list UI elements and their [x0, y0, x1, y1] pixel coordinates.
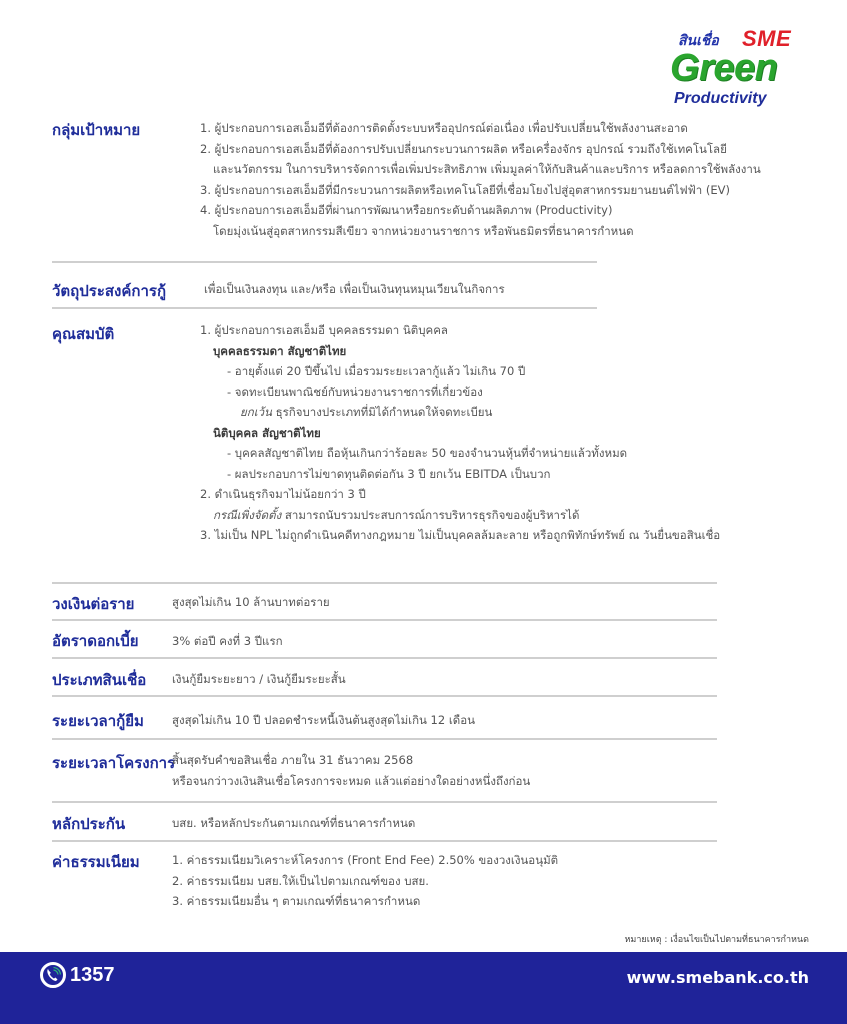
logo-sme-text: SME: [742, 26, 792, 51]
list-item-note: [200, 505, 720, 526]
divider: [52, 738, 717, 740]
content-line: หรือจนกว่าวงเงินสินเชื่อโครงการจะหมด แล้วแต่อย่างใดอย่างหนึ่งถึงก่อน: [172, 773, 531, 788]
list-item: 3. ผู้ประกอบการเอสเอ็มอีที่มีกระบวนการผลิตหรือเทคโนโลยีที่เชื่อมโยงไปสู่อุตสาหกรรมยานยนต์ไฟฟ้า (EV): [200, 182, 730, 197]
section-content: [172, 750, 530, 791]
section-label: ค่าธรรมเนียม: [52, 853, 140, 871]
divider: [52, 261, 597, 263]
list-item: 1. ผู้ประกอบการเอสเอ็มอีที่ต้องการติดตั้งระบบหรืออุปกรณ์ต่อเนื่อง เพื่อปรับเปลี่ยนใช้พลังงานสะอาด: [200, 121, 688, 135]
logo-green-text: Green: [670, 47, 778, 89]
divider: [52, 582, 717, 584]
section-content: [200, 320, 720, 546]
subheading-juristic: นิติบุคคล สัญชาติไทย: [213, 425, 321, 440]
section-content: สูงสุดไม่เกิน 10 ล้านบาทต่อราย: [172, 595, 330, 609]
exception-label: ยกเว้น: [240, 405, 272, 419]
exception-text: ธุรกิจบางประเภทที่มิได้กำหนดให้จดทะเบียน: [271, 405, 493, 419]
section-label: วงเงินต่อราย: [52, 595, 135, 613]
list-item-continued: และนวัตกรรม ในการบริหารจัดการเพื่อเพิ่มประสิทธิภาพ เพิ่มมูลค่าให้กับสินค้าและบริการ หรือลดการใช้พลังงาน: [213, 162, 761, 176]
list-item-continued: โดยมุ่งเน้นสู่อุตสาหกรรมสีเขียว จากหน่วยงานราชการ หรือพันธมิตรที่ธนาคารกำหนด: [213, 223, 634, 238]
section-label: อัตราดอกเบี้ย: [52, 632, 139, 650]
list-item: - ผลประกอบการไม่ขาดทุนติดต่อกัน 3 ปี ยกเว้น EBITDA เป็นบวก: [227, 466, 551, 481]
list-item: 2. ผู้ประกอบการเอสเอ็มอีที่ต้องการปรับเปลี่ยนกระบวนการผลิต หรือเครื่องจักร อุปกรณ์ รวมถึงใช้เทคโนโลยี: [200, 141, 727, 156]
section-label: กลุ่มเป้าหมาย: [52, 121, 141, 139]
logo-productivity-text: Productivity: [674, 90, 767, 107]
footnote: หมายเหตุ : เงื่อนไขเป็นไปตามที่ธนาคารกำหนด: [624, 935, 809, 945]
section-content: [200, 118, 761, 241]
note-label: กรณีเพิ่งจัดตั้ง: [213, 507, 282, 522]
footer-bar: [0, 952, 847, 1024]
list-item: - จดทะเบียนพาณิชย์กับหน่วยงานราชการที่เกี่ยวข้อง: [227, 384, 483, 399]
list-item: 1. ค่าธรรมเนียมวิเคราะห์โครงการ (Front End Fee) 2.50% ของวงเงินอนุมัติ: [172, 853, 559, 867]
list-item: - อายุตั้งแต่ 20 ปีขึ้นไป เมื่อรวมระยะเวลากู้แล้ว ไม่เกิน 70 ปี: [227, 364, 526, 378]
section-content: เงินกู้ยืมระยะยาว / เงินกู้ยืมระยะสั้น: [172, 672, 346, 686]
section-content: [172, 850, 558, 912]
list-item: 2. ดำเนินธุรกิจมาไม่น้อยกว่า 3 ปี: [200, 487, 366, 501]
section-content: เพื่อเป็นเงินลงทุน และ/หรือ เพื่อเป็นเงินทุนหมุนเวียนในกิจการ: [204, 282, 505, 296]
website-link[interactable]: www.smebank.co.th: [626, 968, 809, 987]
section-label: คุณสมบัติ: [52, 325, 115, 343]
section-label: วัตถุประสงค์การกู้: [52, 282, 167, 300]
content-line: สิ้นสุดรับคำขอสินเชื่อ ภายใน 31 ธันวาคม 2568: [172, 753, 414, 767]
section-label: ระยะเวลากู้ยืม: [52, 712, 144, 730]
divider: [52, 307, 597, 309]
list-item: 1. ผู้ประกอบการเอสเอ็มอี บุคคลธรรมดา นิติบุคคล: [200, 323, 448, 337]
section-content: บสย. หรือหลักประกันตามเกณฑ์ที่ธนาคารกำหนด: [172, 816, 416, 830]
divider: [52, 695, 717, 697]
logo-thai-text: สินเชื่อ: [678, 33, 719, 49]
list-item: 4. ผู้ประกอบการเอสเอ็มอีที่ผ่านการพัฒนาหรือยกระดับด้านผลิตภาพ (Productivity): [200, 203, 613, 217]
section-content: 3% ต่อปี คงที่ 3 ปีแรก: [172, 634, 283, 648]
hotline-number: 1357: [70, 963, 115, 986]
divider: [52, 801, 717, 803]
section-label: หลักประกัน: [52, 815, 126, 833]
list-item-exception: [200, 402, 720, 423]
list-item: 2. ค่าธรรมเนียม บสย.ให้เป็นไปตามเกณฑ์ของ บสย.: [172, 873, 429, 888]
sme-green-productivity-logo: [660, 24, 810, 116]
note-text: สามารถนับรวมประสบการณ์การบริหารธุรกิจของผู้บริหารได้: [281, 507, 580, 522]
hotline[interactable]: [40, 962, 115, 988]
subheading-individual: บุคคลธรรมดา สัญชาติไทย: [213, 343, 347, 358]
list-item: 3. ค่าธรรมเนียมอื่น ๆ ตามเกณฑ์ที่ธนาคารกำหนด: [172, 894, 421, 908]
section-label: ประเภทสินเชื่อ: [52, 671, 147, 689]
divider: [52, 657, 717, 659]
list-item: - บุคคลสัญชาติไทย ถือหุ้นเกินกว่าร้อยละ 50 ของจำนวนหุ้นที่จำหน่ายแล้วทั้งหมด: [227, 446, 628, 460]
phone-call-icon: [40, 962, 66, 988]
list-item: 3. ไม่เป็น NPL ไม่ถูกดำเนินคดีทางกฎหมาย ไม่เป็นบุคคลล้มละลาย หรือถูกพิทักษ์ทรัพย์ ณ วันยื่นขอสินเชื่อ: [200, 528, 721, 542]
divider: [52, 619, 717, 621]
section-content: สูงสุดไม่เกิน 10 ปี ปลอดชำระหนี้เงินต้นสูงสุดไม่เกิน 12 เดือน: [172, 713, 476, 727]
section-label: ระยะเวลาโครงการ: [52, 754, 176, 772]
divider: [52, 840, 717, 842]
